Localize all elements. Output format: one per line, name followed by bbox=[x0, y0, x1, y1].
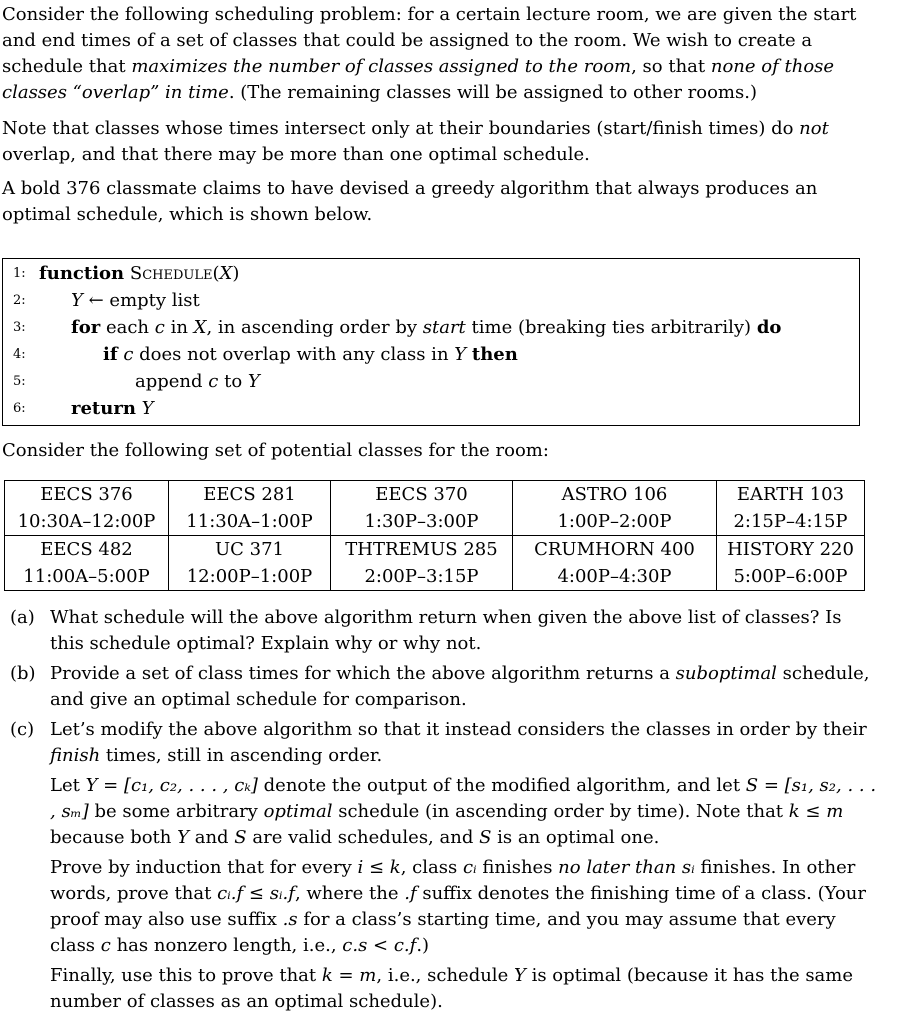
classes-intro: Consider the following set of potential classes for the room: bbox=[2, 440, 549, 461]
question-list bbox=[10, 605, 880, 1019]
class-name: HISTORY 220 bbox=[717, 536, 865, 564]
class-name: THTREMUS 285 bbox=[331, 536, 513, 564]
line-number: 6: bbox=[13, 401, 26, 416]
algorithm-line bbox=[3, 260, 859, 287]
class-row bbox=[5, 536, 865, 564]
algorithm-line bbox=[3, 395, 859, 422]
classes-table bbox=[4, 480, 865, 591]
algorithm-line bbox=[3, 314, 859, 341]
algorithm-code: if c does not overlap with any class in Y then bbox=[103, 344, 518, 365]
question-c-paragraph-3: Prove by induction that for every i ≤ k, class cᵢ finishes no later than sᵢ finishes. In other words, prove that cᵢ.f ≤ sᵢ.f, where the .f suffix denotes the finishing time of a class. (Your proof may also use suffix .s for a class’s starting time, and you may assume that every class c has nonzero length, i.e., c.s < c.f.) bbox=[50, 857, 866, 956]
class-time: 12:00P–1:00P bbox=[169, 563, 331, 591]
question-c-paragraph-4: Finally, use this to prove that k = m, i.e., schedule Y is optimal (because it has the same number of classes as an optimal schedule). bbox=[50, 965, 854, 1012]
class-time: 11:30A–1:00P bbox=[169, 508, 331, 536]
algorithm-code: append c to Y bbox=[135, 371, 260, 392]
class-name: ASTRO 106 bbox=[513, 481, 717, 509]
intro-paragraph-1: Consider the following scheduling problem: for a certain lecture room, we are given the start and end times of a set of classes that could be assigned to the room. We wish to create a schedule that maximizes the number of classes assigned to the room, so that none of those classes “overlap” in time. (The remaining classes will be assigned to other rooms.) bbox=[2, 4, 857, 103]
class-time: 2:00P–3:15P bbox=[331, 563, 513, 591]
question-c-paragraph-2: Let Y = [c₁, c₂, . . . , cₖ] denote the output of the modified algorithm, and let S = [s₁, s₂, . . . , sₘ] be some arbitrary optimal schedule (in ascending order by time). Note that k ≤ m because both Y and S are valid schedules, and S is an optimal one. bbox=[50, 775, 877, 848]
class-time: 1:00P–2:00P bbox=[513, 508, 717, 536]
line-number: 5: bbox=[13, 374, 26, 389]
class-time: 2:15P–4:15P bbox=[717, 508, 865, 536]
line-number: 2: bbox=[13, 293, 26, 308]
question-c-paragraph-1: Let’s modify the above algorithm so that it instead considers the classes in order by their finish times, still in ascending order. bbox=[50, 719, 867, 766]
class-row bbox=[5, 481, 865, 509]
algorithm-code: for each c in X, in ascending order by start time (breaking ties arbitrarily) do bbox=[71, 317, 782, 338]
class-time: 5:00P–6:00P bbox=[717, 563, 865, 591]
intro-paragraph-3: A bold 376 classmate claims to have devised a greedy algorithm that always produces an optimal schedule, which is shown below. bbox=[2, 178, 818, 225]
intro-paragraph-2: Note that classes whose times intersect only at their boundaries (start/finish times) do not overlap, and that there may be more than one optimal schedule. bbox=[2, 118, 829, 165]
question-b-label: (b) bbox=[10, 663, 36, 684]
algorithm-line bbox=[3, 368, 859, 395]
question-c bbox=[10, 717, 880, 1015]
class-time: 11:00A–5:00P bbox=[5, 563, 169, 591]
question-a bbox=[10, 605, 880, 657]
algorithm-code: return Y bbox=[71, 398, 154, 419]
algorithm-code: function Schedule(X) bbox=[39, 263, 240, 284]
question-a-label: (a) bbox=[10, 607, 35, 628]
class-name: EECS 482 bbox=[5, 536, 169, 564]
class-name: EECS 281 bbox=[169, 481, 331, 509]
class-name: UC 371 bbox=[169, 536, 331, 564]
algorithm-code: Y ← empty list bbox=[71, 290, 200, 311]
class-time: 4:00P–4:30P bbox=[513, 563, 717, 591]
class-name: EARTH 103 bbox=[717, 481, 865, 509]
class-name: EECS 370 bbox=[331, 481, 513, 509]
algorithm-line bbox=[3, 287, 859, 314]
question-b-text: Provide a set of class times for which the above algorithm returns a suboptimal schedule, and give an optimal schedule for comparison. bbox=[50, 663, 870, 710]
line-number: 3: bbox=[13, 320, 26, 335]
class-name: EECS 376 bbox=[5, 481, 169, 509]
class-row bbox=[5, 508, 865, 536]
question-b bbox=[10, 661, 880, 713]
question-a-text: What schedule will the above algorithm return when given the above list of classes? Is this schedule optimal? Explain why or why not. bbox=[50, 607, 842, 654]
algorithm-line bbox=[3, 341, 859, 368]
line-number: 1: bbox=[13, 266, 26, 281]
class-row bbox=[5, 563, 865, 591]
algorithm-box bbox=[2, 258, 860, 426]
question-c-label: (c) bbox=[10, 719, 35, 740]
class-time: 10:30A–12:00P bbox=[5, 508, 169, 536]
class-name: CRUMHORN 400 bbox=[513, 536, 717, 564]
line-number: 4: bbox=[13, 347, 26, 362]
class-time: 1:30P–3:00P bbox=[331, 508, 513, 536]
